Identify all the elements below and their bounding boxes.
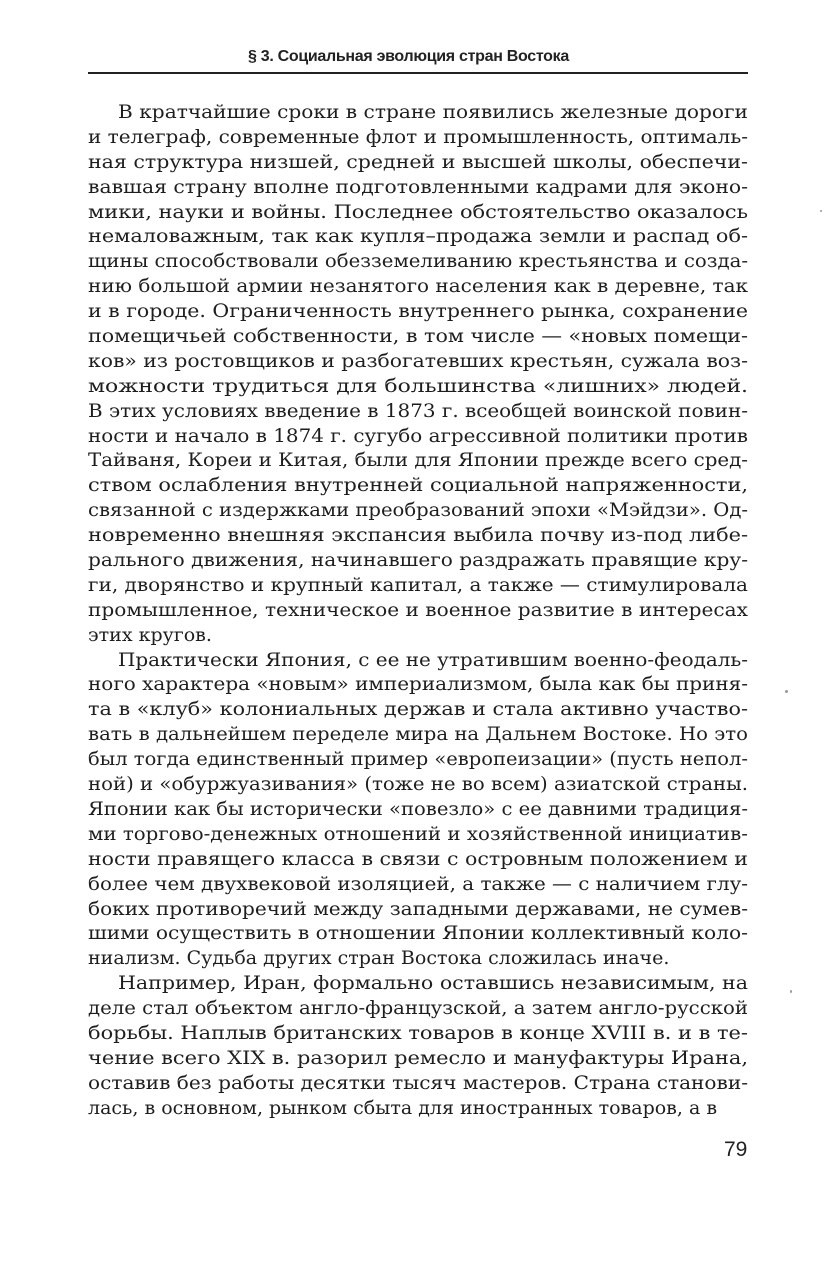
text-line-content: нию большой армии незанятого населения как в деревне, так bbox=[88, 275, 748, 298]
text-line-content: промышленное, техническое и военное развитие в интересах bbox=[88, 598, 748, 621]
text-line bbox=[88, 1046, 748, 1071]
text-line-content: был тогда единственный пример «европеизации» (пусть непол- bbox=[88, 748, 748, 771]
text-line-content: можности трудиться для большинства «лишних» людей. bbox=[88, 374, 748, 397]
text-line bbox=[88, 648, 748, 673]
text-line-content: рального движения, начинавшего раздражать правящие кру- bbox=[88, 549, 748, 572]
text-line bbox=[88, 448, 748, 473]
body-text bbox=[88, 100, 748, 1121]
text-line-content: чение всего XIX в. разорил ремесло и мануфактуры Ирана, bbox=[88, 1046, 748, 1069]
text-line-content: Японии как бы исторически «повезло» с ее давними традиция- bbox=[88, 797, 748, 820]
text-line-content: боких противоречий между западными державами, не сумев- bbox=[88, 897, 748, 920]
text-line bbox=[88, 573, 748, 598]
text-line-content: ности правящего класса в связи с островным положением и bbox=[88, 847, 748, 870]
text-line-content: ми торгово-денежных отношений и хозяйственной инициатив- bbox=[88, 822, 748, 845]
text-line-content: та в «клуб» колониальных держав и стала активно участво- bbox=[88, 698, 748, 721]
text-line bbox=[88, 1096, 748, 1121]
text-line-content: В кратчайшие сроки в стране появились железные дороги bbox=[118, 101, 748, 123]
text-line-content: В этих условиях введение в 1873 г. всеобщей воинской повин- bbox=[88, 399, 748, 422]
text-line-content: ности и начало в 1874 г. сугубо агрессивной политики против bbox=[88, 424, 749, 447]
text-line bbox=[88, 299, 748, 324]
text-line bbox=[88, 100, 748, 125]
text-line-content: щины способствовали обезземеливанию крестьянства и созда- bbox=[88, 250, 748, 273]
text-line-content: шими осуществить в отношении Японии коллективный коло- bbox=[88, 922, 748, 945]
text-line-content: ков» из ростовщиков и разбогатевших крестьян, сужала воз- bbox=[88, 349, 748, 372]
text-line-content: деле стал объектом англо-французской, а затем англо-русской bbox=[88, 997, 748, 1020]
text-line-content: более чем двухвековой изоляцией, а также — с наличием глу- bbox=[88, 872, 748, 895]
text-line bbox=[88, 598, 748, 623]
text-line-content: вавшая страну вполне подготовленными кадрами для эконо- bbox=[88, 175, 748, 198]
text-line bbox=[88, 125, 748, 150]
running-header bbox=[88, 44, 748, 74]
scan-speck bbox=[790, 990, 792, 993]
scan-speck bbox=[785, 690, 788, 693]
page-number: 79 bbox=[724, 1138, 748, 1161]
text-line-content: ного характера «новым» империализмом, была как бы приня- bbox=[88, 673, 748, 696]
text-line bbox=[88, 623, 748, 648]
text-line bbox=[88, 921, 748, 946]
text-line bbox=[88, 399, 748, 424]
text-line-content: связанной с издержками преобразований эпохи «Мэйдзи». Од- bbox=[88, 499, 748, 522]
text-line-content: немаловажным, так как купля–продажа земли и распад об- bbox=[88, 225, 748, 248]
text-line bbox=[88, 200, 748, 225]
running-header-title: § 3. Социальная эволюция стран Востока bbox=[248, 48, 569, 65]
text-line-content: ством ослабления внутренней социальной напряженности, bbox=[88, 474, 749, 497]
text-line bbox=[88, 150, 748, 175]
text-line-content: борьбы. Наплыв британских товаров в конце XVIII в. и в те- bbox=[88, 1021, 748, 1044]
text-line bbox=[88, 424, 748, 449]
text-line-content: и в городе. Ограниченность внутреннего рынка, сохранение bbox=[88, 300, 748, 323]
paragraph bbox=[88, 971, 748, 1120]
text-line bbox=[88, 672, 748, 697]
text-line bbox=[88, 324, 748, 349]
text-line-content: и телеграф, современные флот и промышленность, оптималь- bbox=[88, 125, 748, 148]
text-line-content: помещичьей собственности, в том числе — «новых помещи- bbox=[88, 325, 748, 348]
text-line-content: Например, Иран, формально оставшись независимым, на bbox=[118, 972, 748, 995]
text-line-content: мики, науки и войны. Последнее обстоятельство оказалось bbox=[88, 200, 748, 223]
text-line-content: ной) и «обуржуазивания» (тоже не во всем) азиатской страны. bbox=[88, 773, 748, 796]
text-line bbox=[88, 822, 748, 847]
text-line bbox=[88, 1021, 748, 1046]
text-line-content: Практически Япония, с ее не утратившим военно-феодаль- bbox=[118, 648, 748, 671]
text-line bbox=[88, 971, 748, 996]
text-line bbox=[88, 523, 748, 548]
text-line bbox=[88, 274, 748, 299]
text-line-content: Тайваня, Кореи и Китая, были для Японии прежде всего сред- bbox=[88, 449, 748, 472]
text-line bbox=[88, 797, 748, 822]
text-line bbox=[88, 175, 748, 200]
text-line-content: новременно внешняя экспансия выбила почву из-под либе- bbox=[88, 524, 748, 547]
text-line-content: ги, дворянство и крупный капитал, а также — стимулировала bbox=[88, 573, 748, 596]
text-line bbox=[88, 473, 748, 498]
text-line bbox=[88, 374, 748, 399]
paragraph bbox=[88, 100, 748, 648]
text-line bbox=[88, 897, 748, 922]
text-line-content: оставив без работы десятки тысяч мастеров. Страна станови- bbox=[88, 1071, 748, 1094]
text-line-content: ная структура низшей, средней и высшей школы, обеспечи- bbox=[88, 150, 748, 173]
paragraph bbox=[88, 648, 748, 972]
text-line-content: этих кругов. bbox=[88, 623, 212, 646]
text-line-content: лась, в основном, рынком сбыта для иностранных товаров, а в bbox=[88, 1096, 718, 1119]
scan-speck bbox=[820, 210, 822, 212]
text-line bbox=[88, 249, 748, 274]
text-line bbox=[88, 1071, 748, 1096]
text-line bbox=[88, 772, 748, 797]
header-rule-divider bbox=[88, 72, 748, 74]
text-line bbox=[88, 722, 748, 747]
text-line-content: вать в дальнейшем переделе мира на Дальнем Востоке. Но это bbox=[88, 723, 748, 746]
text-line bbox=[88, 946, 748, 971]
text-line bbox=[88, 697, 748, 722]
text-line bbox=[88, 548, 748, 573]
text-line-content: ниализм. Судьба других стран Востока сложилась иначе. bbox=[88, 947, 670, 970]
text-line bbox=[88, 349, 748, 374]
text-line bbox=[88, 872, 748, 897]
text-line bbox=[88, 996, 748, 1021]
text-line bbox=[88, 747, 748, 772]
text-line bbox=[88, 224, 748, 249]
text-line bbox=[88, 847, 748, 872]
text-line bbox=[88, 498, 748, 523]
